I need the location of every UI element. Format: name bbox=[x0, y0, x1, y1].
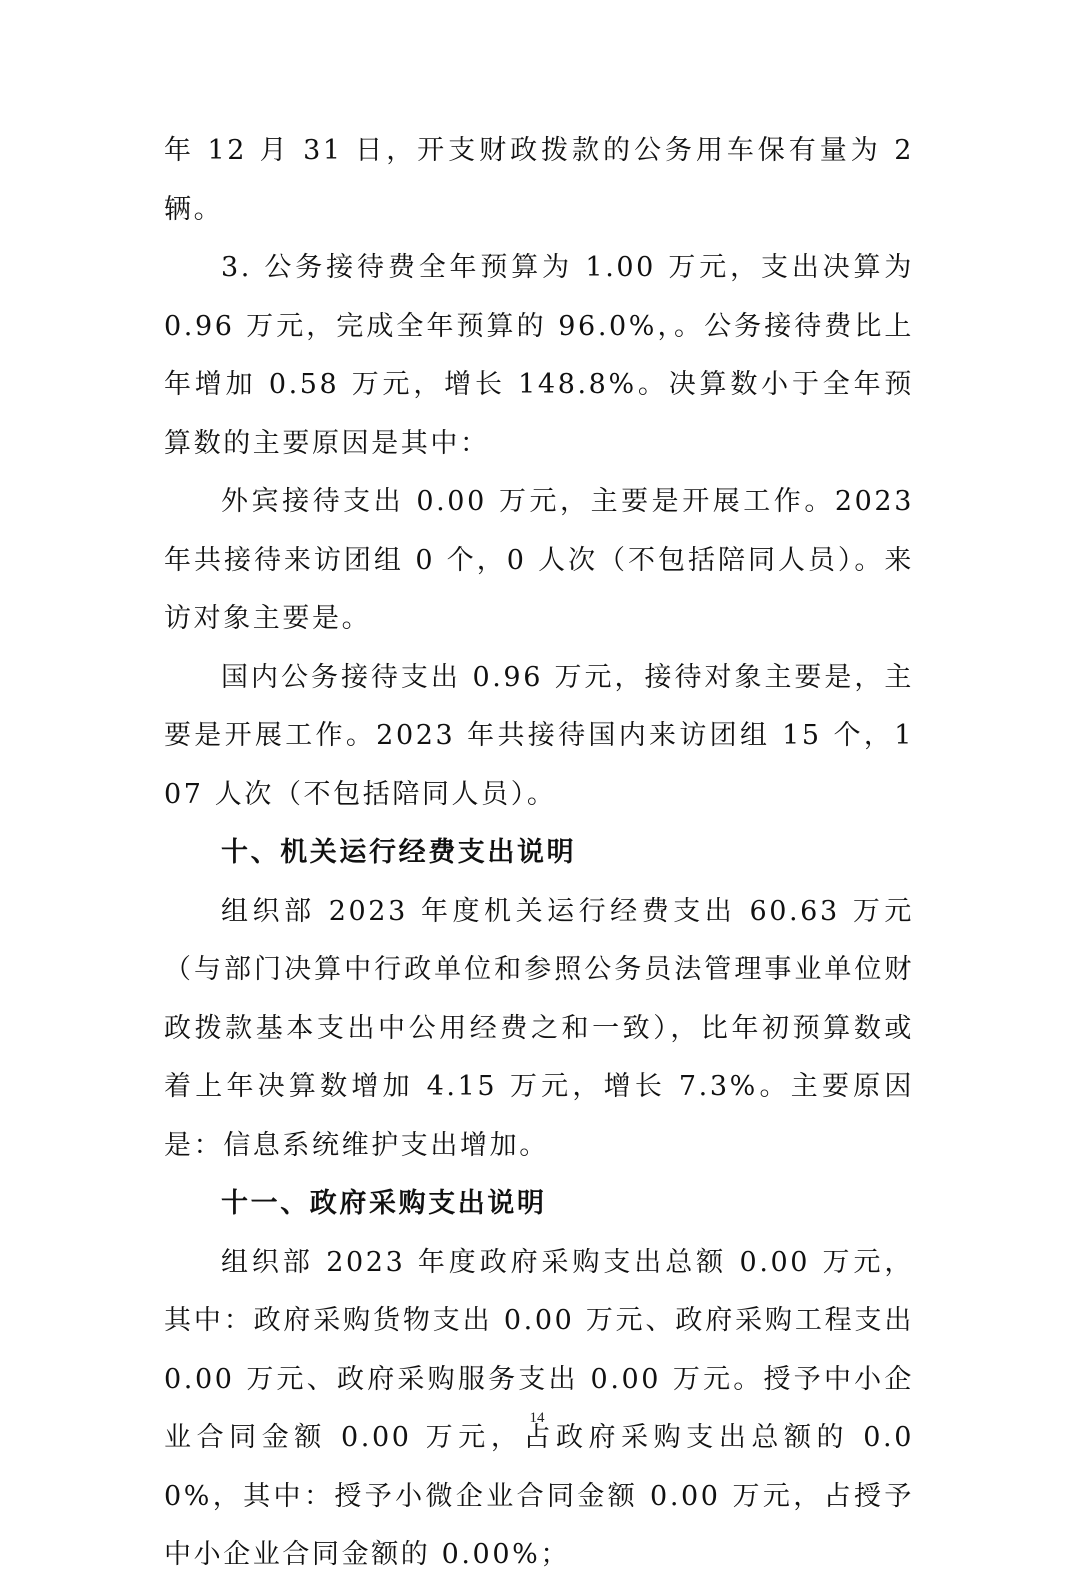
section-heading-procurement: 十一、政府采购支出说明 bbox=[221, 1188, 547, 1219]
paragraph-foreign-reception: 外宾接待支出 0.00 万元，主要是开展工作。2023 年共接待来访团组 0 个，0 人次（不包括陪同人员）。来访对象主要是。 bbox=[164, 486, 914, 634]
page-number: 14 bbox=[529, 1410, 545, 1426]
paragraph-operating-expenses: 组织部 2023 年度机关运行经费支出 60.63 万元（与部门决算中行政单位和参照公务员法管理事业单位财政拨款基本支出中公用经费之和一致），比年初预算数或着上年决算数增加 4.15 万元，增长 7.3%。主要原因是：信息系统维护支出增加。 bbox=[164, 895, 914, 1161]
paragraph-domestic-reception: 国内公务接待支出 0.96 万元，接待对象主要是，主要是开展工作。2023 年共接待国内来访团组 15 个，107 人次（不包括陪同人员）。 bbox=[164, 661, 914, 810]
paragraph-reception-budget: 3. 公务接待费全年预算为 1.00 万元，支出决算为 0.96 万元，完成全年预算的 96.0%，。公务接待费比上年增加 0.58 万元，增长 148.8%。决算数小于全年预算数的主要原因是其中： bbox=[164, 252, 914, 459]
body-text bbox=[164, 122, 914, 1585]
section-heading-operating-expenses: 十、机关运行经费支出说明 bbox=[221, 837, 577, 868]
paragraph-vehicle-count: 年 12 月 31 日，开支财政拨款的公务用车保有量为 2 辆。 bbox=[164, 135, 914, 225]
paragraph-procurement: 组织部 2023 年度政府采购支出总额 0.00 万元，其中：政府采购货物支出 0.00 万元、政府采购工程支出 0.00 万元、政府采购服务支出 0.00 万元。授予中小企业合同金额 0.00 万元，占政府采购支出总额的 0.00%，其中：授予小微企业合同金额 0.00 万元，占授予中小企业合同金额的 0.00%； bbox=[164, 1246, 914, 1570]
